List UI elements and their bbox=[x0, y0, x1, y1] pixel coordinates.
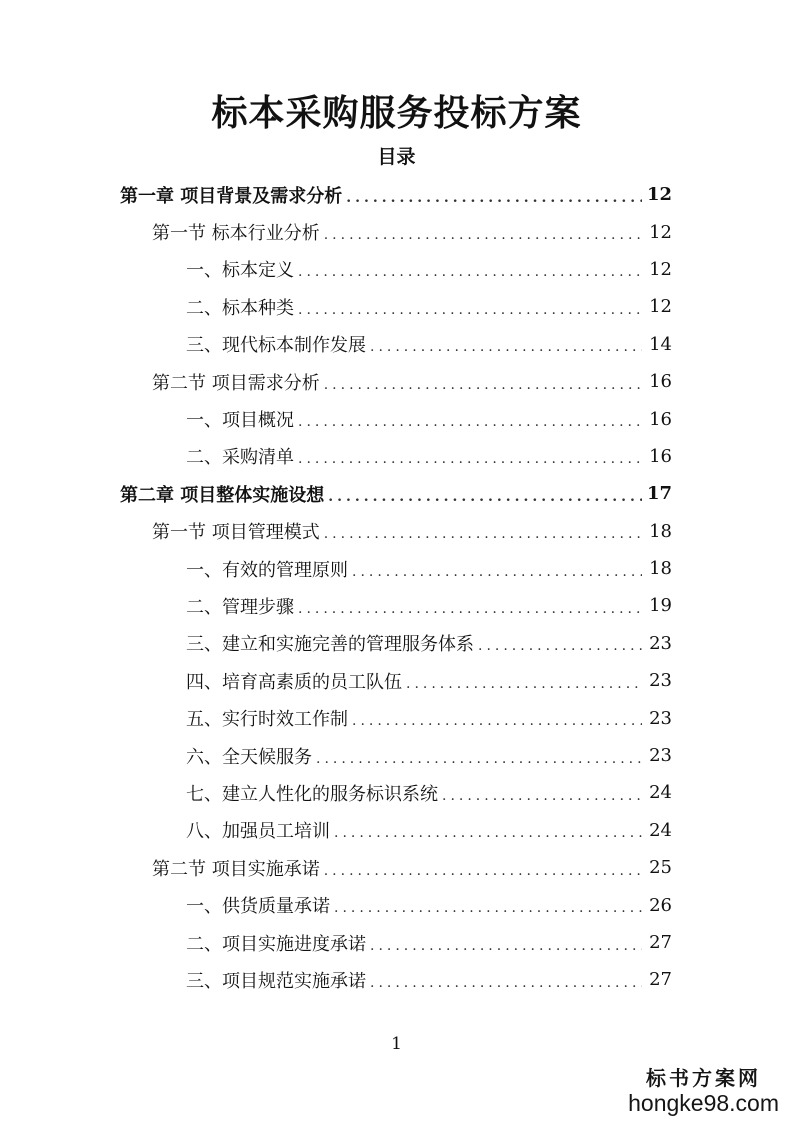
toc-entry[interactable] bbox=[0, 699, 793, 736]
toc-entry[interactable] bbox=[0, 550, 793, 587]
toc-entry-label: 二、标本种类 bbox=[186, 297, 294, 319]
toc-entry[interactable] bbox=[0, 737, 793, 774]
toc-entry-page: 19 bbox=[649, 595, 672, 617]
page-number: 1 bbox=[391, 1034, 402, 1054]
toc-dot-leader bbox=[370, 970, 642, 990]
toc-entry-page: 16 bbox=[649, 408, 672, 430]
toc-entry-page: 16 bbox=[649, 371, 672, 393]
toc-heading: 目录 bbox=[377, 146, 416, 168]
toc-entry[interactable] bbox=[0, 363, 793, 400]
toc-dot-leader bbox=[478, 633, 642, 653]
toc-entry-label: 第二节 项目实施承诺 bbox=[152, 858, 320, 880]
toc-entry-label: 五、实行时效工作制 bbox=[186, 709, 348, 731]
toc-entry-page: 12 bbox=[646, 184, 672, 206]
toc-entry-page: 27 bbox=[649, 932, 672, 953]
toc-entry-label: 三、建立和实施完善的管理服务体系 bbox=[186, 634, 474, 656]
toc-entry-page: 12 bbox=[649, 221, 672, 243]
toc-entry-label: 第一节 标本行业分析 bbox=[152, 223, 320, 245]
toc-entry[interactable] bbox=[0, 438, 793, 475]
toc-entry-label: 三、现代标本制作发展 bbox=[186, 335, 366, 357]
toc-entry[interactable] bbox=[0, 475, 793, 512]
toc-entry[interactable] bbox=[0, 924, 793, 961]
toc-entry[interactable] bbox=[0, 587, 793, 624]
toc-entry-label: 第一节 项目管理模式 bbox=[152, 522, 320, 544]
document-title: 标本采购服务投标方案 bbox=[211, 92, 582, 134]
toc-entry-page: 26 bbox=[649, 894, 672, 916]
toc-dot-leader bbox=[298, 259, 642, 279]
toc-entry-page: 23 bbox=[649, 707, 672, 729]
toc-dot-leader bbox=[370, 334, 642, 354]
toc-entry-page: 25 bbox=[649, 857, 672, 879]
toc-entry[interactable] bbox=[0, 812, 793, 849]
toc-entry-label: 一、标本定义 bbox=[186, 260, 294, 282]
toc-dot-leader bbox=[324, 372, 642, 392]
toc-entry-label: 第二章 项目整体实施设想 bbox=[120, 484, 325, 506]
toc-dot-leader bbox=[352, 559, 642, 579]
toc-entry-page: 14 bbox=[649, 333, 672, 355]
toc-entry-page: 23 bbox=[649, 670, 672, 692]
toc-dot-leader bbox=[346, 185, 642, 205]
toc-entry-label: 二、项目实施进度承诺 bbox=[186, 933, 366, 955]
toc-entry[interactable] bbox=[0, 961, 793, 998]
toc-dot-leader bbox=[352, 708, 642, 728]
toc-entry-label: 一、项目概况 bbox=[186, 410, 294, 432]
toc-dot-leader bbox=[406, 671, 642, 691]
toc-entry[interactable] bbox=[0, 326, 793, 363]
toc-entry-label: 八、加强员工培训 bbox=[186, 821, 330, 843]
toc-dot-leader bbox=[324, 858, 642, 878]
table-of-contents bbox=[0, 176, 793, 999]
toc-dot-leader bbox=[370, 933, 642, 953]
toc-entry-label: 四、培育高素质的员工队伍 bbox=[186, 671, 402, 693]
toc-entry-label: 七、建立人性化的服务标识系统 bbox=[186, 783, 438, 805]
toc-entry[interactable] bbox=[0, 625, 793, 662]
toc-entry-page: 16 bbox=[649, 445, 672, 467]
toc-entry-page: 18 bbox=[649, 520, 672, 542]
toc-entry-page: 24 bbox=[649, 782, 672, 804]
toc-dot-leader bbox=[298, 409, 642, 429]
toc-entry[interactable] bbox=[0, 213, 793, 250]
toc-dot-leader bbox=[442, 783, 642, 803]
toc-entry-label: 六、全天候服务 bbox=[186, 746, 312, 768]
toc-entry-page: 18 bbox=[649, 558, 672, 580]
toc-entry-label: 第一章 项目背景及需求分析 bbox=[120, 185, 343, 207]
toc-entry-page: 23 bbox=[649, 745, 672, 767]
toc-entry[interactable] bbox=[0, 513, 793, 550]
toc-dot-leader bbox=[298, 446, 642, 466]
toc-entry[interactable] bbox=[0, 176, 793, 213]
toc-dot-leader bbox=[298, 297, 642, 317]
toc-dot-leader bbox=[334, 895, 642, 915]
toc-entry-page: 27 bbox=[649, 969, 672, 991]
toc-entry[interactable] bbox=[0, 662, 793, 699]
toc-entry-label: 一、有效的管理原则 bbox=[186, 559, 348, 581]
toc-dot-leader bbox=[334, 820, 642, 840]
watermark-logo bbox=[579, 1066, 779, 1116]
toc-dot-leader bbox=[324, 521, 642, 541]
watermark-url: hongke98.com bbox=[628, 1090, 779, 1116]
toc-entry-page: 23 bbox=[649, 632, 672, 654]
toc-entry-label: 三、项目规范实施承诺 bbox=[186, 970, 366, 992]
toc-entry-label: 二、采购清单 bbox=[186, 447, 294, 469]
toc-entry-page: 17 bbox=[646, 483, 672, 505]
toc-entry-label: 一、供货质量承诺 bbox=[186, 896, 330, 918]
toc-entry-page: 12 bbox=[649, 296, 672, 318]
toc-entry-label: 二、管理步骤 bbox=[186, 596, 294, 618]
toc-dot-leader bbox=[324, 222, 642, 242]
toc-entry[interactable] bbox=[0, 251, 793, 288]
toc-entry-page: 12 bbox=[649, 258, 672, 280]
watermark-name: 标书方案网 bbox=[646, 1066, 761, 1090]
toc-dot-leader bbox=[328, 484, 642, 504]
toc-entry[interactable] bbox=[0, 886, 793, 923]
toc-dot-leader bbox=[298, 596, 642, 616]
toc-entry[interactable] bbox=[0, 774, 793, 811]
toc-entry[interactable] bbox=[0, 288, 793, 325]
toc-dot-leader bbox=[316, 746, 642, 766]
toc-entry[interactable] bbox=[0, 400, 793, 437]
toc-entry[interactable] bbox=[0, 849, 793, 886]
toc-entry-label: 第二节 项目需求分析 bbox=[152, 372, 320, 394]
toc-entry-page: 24 bbox=[649, 819, 672, 841]
